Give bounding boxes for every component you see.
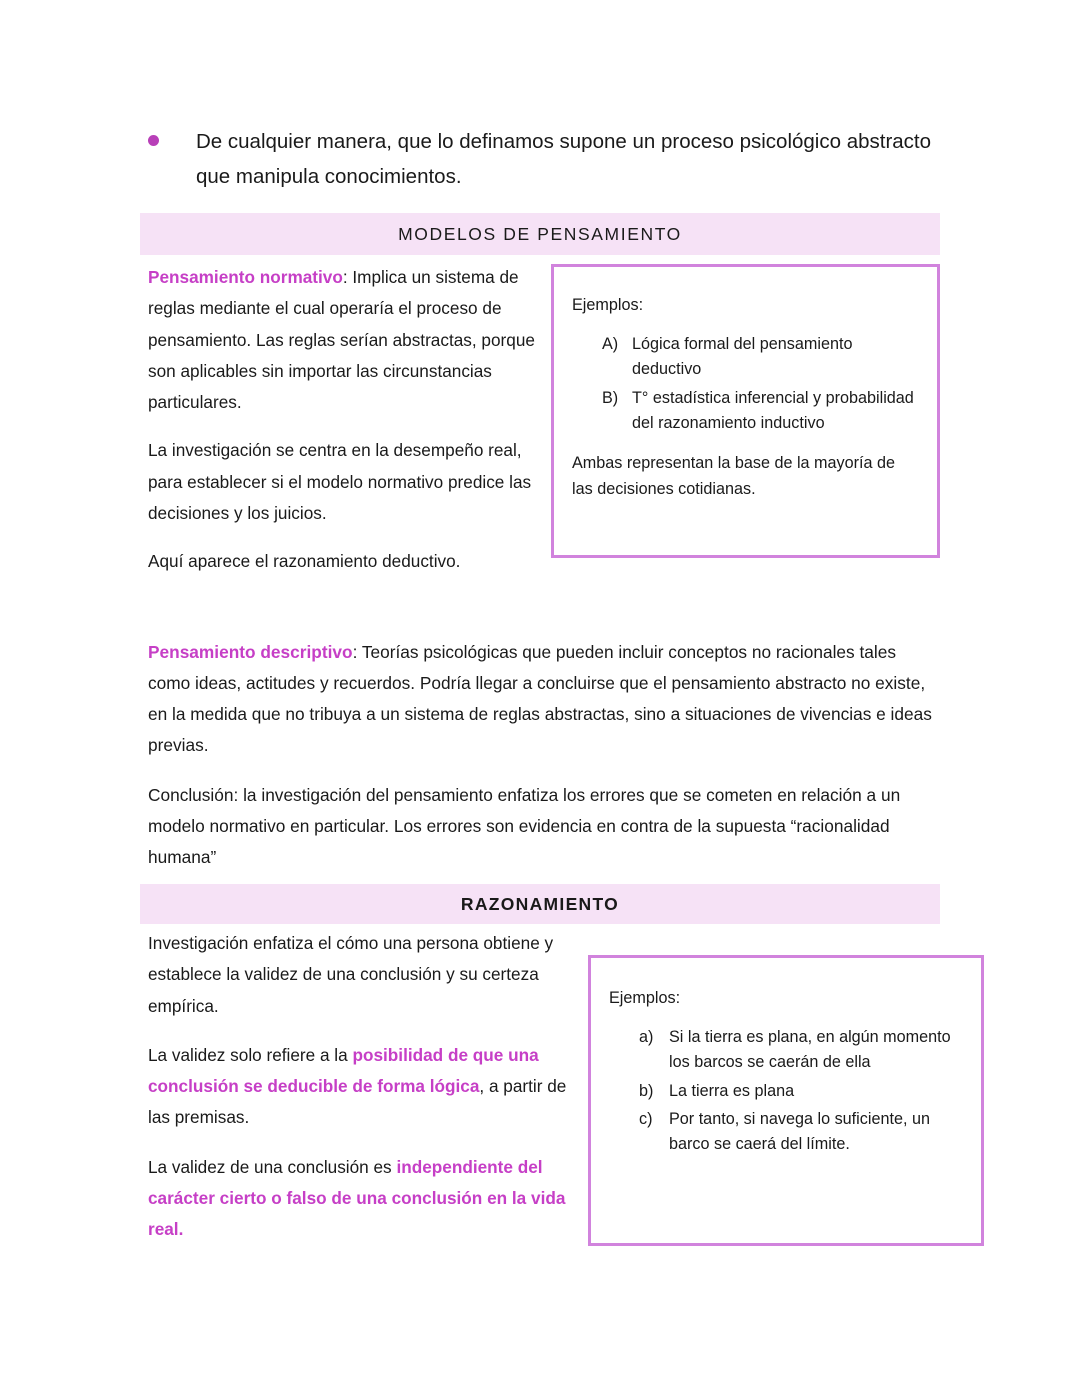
list-item (639, 1079, 959, 1104)
list-item-text: Lógica formal del pensamiento deductivo (632, 335, 853, 379)
ejemplos-box-lead: Ejemplos: (572, 296, 644, 314)
ejemplos-box-lead: Ejemplos: (609, 989, 681, 1007)
razonamiento-p3-prefix: La validez de una conclusión es (148, 1156, 397, 1177)
pensamiento-normativo-definition (148, 262, 540, 418)
list-item-text: Por tanto, si navega lo suficiente, un barco se caerá del límite. (669, 1109, 930, 1154)
section-header-razonamiento (140, 884, 940, 924)
pensamiento-normativo-term: Pensamiento normativo (148, 267, 343, 287)
section-header-label: RAZONAMIENTO (460, 893, 620, 914)
intro-bullet-text: De cualquier manera, que lo definamos supone un proceso psicológico abstracto que manipula conocimientos. (196, 130, 932, 189)
bullet-dot-icon (148, 135, 159, 146)
ejemplos-list (609, 1025, 959, 1157)
razonamiento-paragraph-3 (148, 1152, 568, 1246)
pensamiento-descriptivo-block (148, 637, 938, 891)
list-item (639, 1025, 959, 1076)
razonamiento-p2-highlight: posibilidad de que una conclusión se deducible de forma lógica (148, 1044, 539, 1097)
list-item (602, 332, 915, 383)
list-item (602, 386, 915, 437)
pensamiento-normativo-column (148, 262, 540, 578)
list-item-text: T° estadística inferencial y probabilidad del razonamiento inductivo (632, 388, 914, 432)
razonamiento-paragraph-1: Investigación enfatiza el cómo una persona obtiene y establece la validez de una conclusión y su certeza empírica. (148, 933, 554, 1016)
razonamiento-p2-suffix: , a partir de las premisas. (148, 1076, 567, 1128)
list-item-text: Si la tierra es plana, en algún momento los barcos se caerán de ella (669, 1028, 951, 1072)
pensamiento-descriptivo-body: : Teorías psicológicas que pueden incluir conceptos no racionales tales como ideas, actitudes y recuerdos. Podría llegar a concluirse que el pensamiento abstracto no existe, en la medida que no tribuya a un sistema de reglas abstractas, sino a situaciones de vivencias e ideas previas. (148, 642, 932, 756)
razonamiento-paragraph-2 (148, 1040, 568, 1134)
section-header-label: MODELOS DE PENSAMIENTO (398, 223, 682, 244)
razonamiento-column (148, 928, 568, 1264)
pensamiento-descriptivo-definition (148, 637, 938, 762)
pensamiento-descriptivo-term: Pensamiento descriptivo (148, 642, 353, 662)
ejemplos-list (572, 332, 915, 436)
list-item-marker: a) (639, 1028, 654, 1047)
ejemplos-box-razonamiento (588, 955, 984, 1246)
pensamiento-descriptivo-conclusion: Conclusión: la investigación del pensamiento enfatiza los errores que se cometen en relación a un modelo normativo en particular. Los errores son evidencia en contra de la supuesta “racionalidad humana” (148, 784, 901, 867)
razonamiento-p3-highlight: independiente del carácter cierto o falso de una conclusión en la vida real. (148, 1156, 566, 1240)
list-item-marker: A) (602, 335, 619, 354)
ejemplos-box-modelos (551, 264, 940, 558)
list-item-text: La tierra es plana (669, 1081, 795, 1100)
list-item-marker: B) (602, 388, 619, 407)
pensamiento-normativo-paragraph-3: Aquí aparece el razonamiento deductivo. (148, 551, 461, 572)
pensamiento-normativo-paragraph-2: La investigación se centra en la desempeño real, para establecer si el modelo normativo predice las decisiones y los juicios. (148, 440, 532, 524)
intro-bullet-item (148, 124, 938, 195)
list-item-marker: c) (639, 1109, 653, 1128)
list-item (639, 1107, 959, 1158)
ejemplos-box-tail: Ambas representan la base de la mayoría de las decisiones cotidianas. (572, 454, 896, 499)
section-header-modelos-de-pensamiento (140, 213, 940, 255)
pensamiento-normativo-body: : Implica un sistema de reglas mediante el cual operaría el proceso de pensamiento. Las reglas serían abstractas, porque son aplicables sin importar las circunstancias particulares. (148, 267, 535, 413)
list-item-marker: b) (639, 1081, 654, 1100)
razonamiento-p2-prefix: La validez solo refiere a la (148, 1044, 353, 1065)
